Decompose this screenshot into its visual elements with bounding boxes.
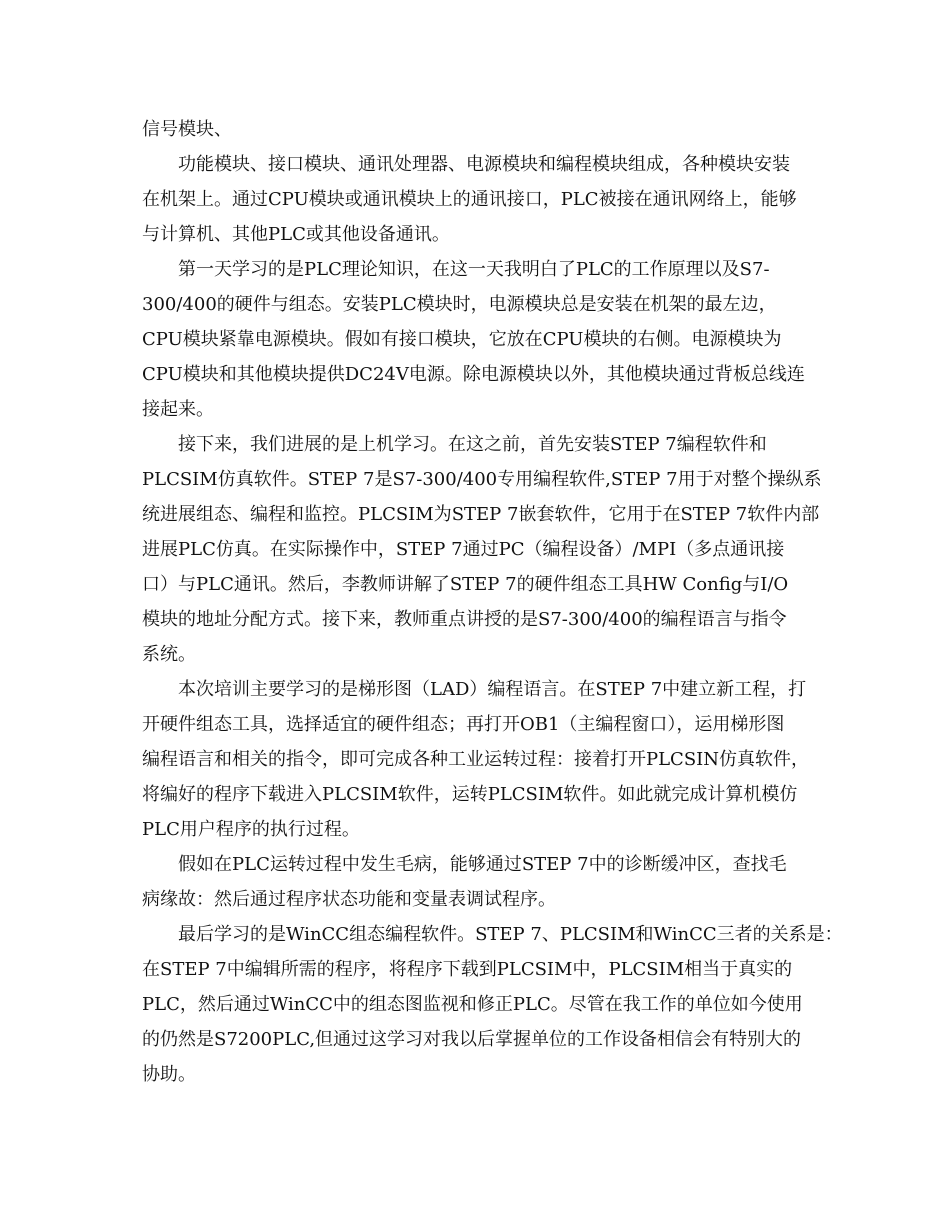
text-line: 病缘故：然后通过程序状态功能和变量表调试程序。 <box>142 889 556 910</box>
text-line: PLC，然后通过WinCC中的组态图监视和修正PLC。尽管在我工作的单位如今使用 <box>142 994 803 1015</box>
text-line: PLCSIM仿真软件。STEP 7是S7-300/400专用编程软件,STEP 7用于对整个操纵系 <box>142 469 822 490</box>
text-line: 在机架上。通过CPU模块或通讯模块上的通讯接口，PLC被接在通讯网络上，能够 <box>142 189 797 210</box>
text-line: 系统。 <box>142 644 196 665</box>
document-body <box>142 112 843 1092</box>
text-line: 与计算机、其他PLC或其他设备通讯。 <box>142 224 450 245</box>
text-line: 进展PLC仿真。在实际操作中，STEP 7通过PC（编程设备）/MPI（多点通讯接 <box>142 539 785 560</box>
text-line: CPU模块和其他模块提供DC24V电源。除电源模块以外，其他模块通过背板总线连 <box>142 364 805 385</box>
text-line: 模块的地址分配方式。接下来，教师重点讲授的是S7-300/400的编程语言与指令 <box>142 609 787 630</box>
text-line: 本次培训主要学习的是梯形图（LAD）编程语言。在STEP 7中建立新工程，打 <box>178 679 807 700</box>
text-line: 接起来。 <box>142 399 214 420</box>
text-line: 假如在PLC运转过程中发生毛病，能够通过STEP 7中的诊断缓冲区，查找毛 <box>178 854 787 875</box>
text-line: 开硬件组态工具，选择适宜的硬件组态；再打开OB1（主编程窗口），运用梯形图 <box>142 714 785 735</box>
text-line: 编程语言和相关的指令，即可完成各种工业运转过程：接着打开PLCSIN仿真软件， <box>142 749 810 770</box>
text-line: 最后学习的是WinCC组态编程软件。STEP 7、PLCSIM和WinCC三者的关系是： <box>178 924 843 945</box>
text-line: 接下来，我们进展的是上机学习。在这之前，首先安装STEP 7编程软件和 <box>178 434 767 455</box>
text-line: PLC用户程序的执行过程。 <box>142 819 360 840</box>
text-line: CPU模块紧靠电源模块。假如有接口模块，它放在CPU模块的右侧。电源模块为 <box>142 329 782 350</box>
text-line: 协助。 <box>142 1064 196 1085</box>
text-line: 信号模块、 <box>142 119 232 140</box>
text-line: 第一天学习的是PLC理论知识，在这一天我明白了PLC的工作原理以及S7- <box>178 259 770 280</box>
text-line: 口）与PLC通讯。然后，李教师讲解了STEP 7的硬件组态工具HW Config与I/O <box>142 574 789 595</box>
text-line: 功能模块、接口模块、通讯处理器、电源模块和编程模块组成，各种模块安装 <box>178 154 790 175</box>
text-line: 300/400的硬件与组态。安装PLC模块时，电源模块总是安装在机架的最左边， <box>142 294 777 315</box>
text-line: 在STEP 7中编辑所需的程序，将程序下载到PLCSIM中，PLCSIM相当于真实的 <box>142 959 793 980</box>
text-line: 的仍然是S7200PLC,但通过这学习对我以后掌握单位的工作设备相信会有特别大的 <box>142 1029 802 1050</box>
text-line: 统进展组态、编程和监控。PLCSIM为STEP 7嵌套软件，它用于在STEP 7软件内部 <box>142 504 820 525</box>
text-line: 将编好的程序下载进入PLCSIM软件，运转PLCSIM软件。如此就完成计算机模仿 <box>142 784 798 805</box>
